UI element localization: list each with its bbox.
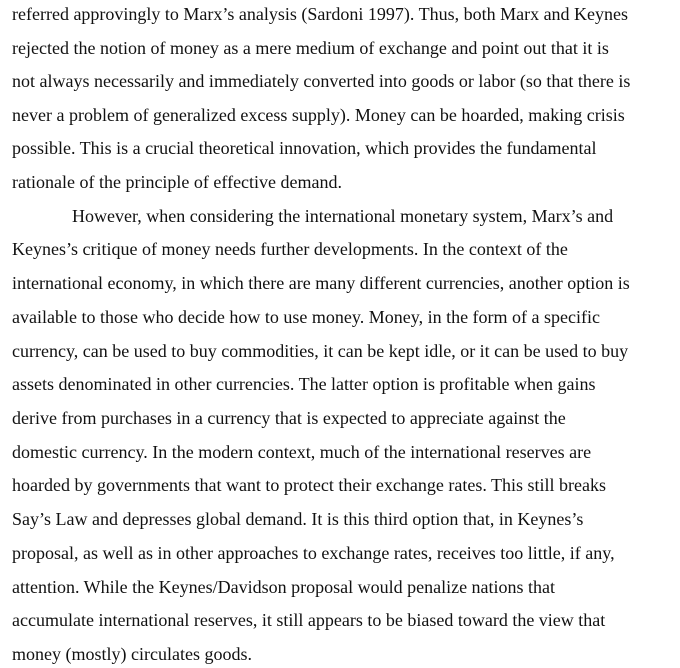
text-line: referred approvingly to Marx’s analysis (Sardoni 1997). Thus, both Marx and Keynes [12,4,629,24]
text-line: never a problem of generalized excess supply). Money can be hoarded, making crisis [12,105,625,125]
text-line: available to those who decide how to use money. Money, in the form of a specific [12,307,600,327]
text-line: attention. While the Keynes/Davidson proposal would penalize nations that [12,577,556,597]
text-line: rejected the notion of money as a mere medium of exchange and point out that it is [12,38,609,58]
text-line: not always necessarily and immediately converted into goods or labor (so that there is [12,71,631,91]
text-line: proposal, as well as in other approaches to exchange rates, receives too little, if any, [12,543,615,563]
text-line: international economy, in which there are many different currencies, another option is [12,273,630,293]
text-line: hoarded by governments that want to protect their exchange rates. This still breaks [12,475,606,495]
text-line: derive from purchases in a currency that is expected to appreciate against the [12,408,566,428]
text-line: However, when considering the international monetary system, Marx’s and [72,206,614,226]
text-line: money (mostly) circulates goods. [12,644,252,664]
text-line: Keynes’s critique of money needs further developments. In the context of the [12,239,568,259]
text-line: rationale of the principle of effective demand. [12,172,343,192]
text-line: assets denominated in other currencies. The latter option is profitable when gains [12,374,596,394]
text-line: possible. This is a crucial theoretical innovation, which provides the fundamental [12,138,597,158]
text-line: Say’s Law and depresses global demand. It is this third option that, in Keynes’s [12,509,584,529]
text-line: domestic currency. In the modern context, much of the international reserves are [12,442,592,462]
text-line: accumulate international reserves, it still appears to be biased toward the view that [12,610,606,630]
text-line: currency, can be used to buy commodities, it can be kept idle, or it can be used to buy [12,341,629,361]
